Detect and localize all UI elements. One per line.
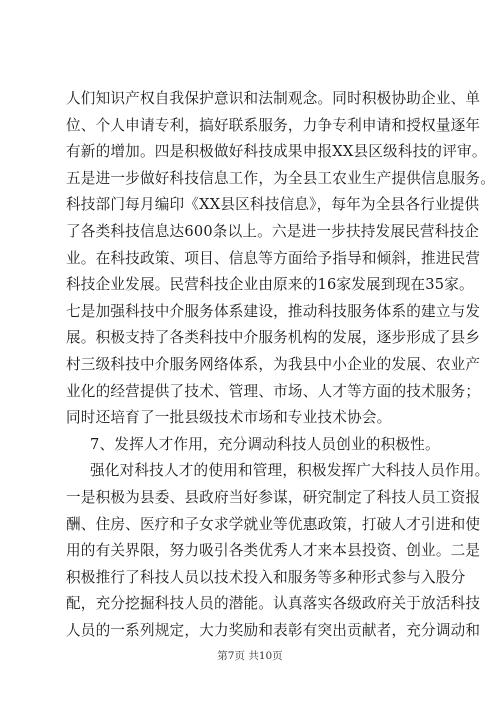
- text-line: 用的有关界限，努力吸引各类优秀人才来本县投资、创业。二是: [66, 542, 481, 560]
- text-line: 科技企业发展。民营科技企业由原来的16家发展到现在35家。: [66, 276, 474, 294]
- text-line: 配，充分挖掘科技人员的潜能。认真落实各级政府关于放活科技: [66, 595, 481, 613]
- page-number-footer: 第7页 共10页: [217, 650, 283, 662]
- text-line: 有新的增加。四是积极做好科技成果申报XX县区级科技的评审。: [66, 143, 487, 161]
- paragraph-end-line: 同时还培育了一批县级技术市场和专业技术协会。: [66, 409, 392, 427]
- text-line: 了各类科技信息达600条以上。六是进一步扶持发展民营科技企: [66, 222, 480, 240]
- text-line: 一是积极为县委、县政府当好参谋，研究制定了科技人员工资报: [66, 488, 481, 506]
- text-line: 七是加强科技中介服务体系建设，推动科技服务体系的建立与发: [66, 302, 481, 320]
- text-line: 人们知识产权自我保护意识和法制观念。同时积极协助企业、单: [66, 90, 481, 107]
- text-line: 业。在科技政策、项目、信息等方面给予指导和倾斜，推进民营: [66, 249, 481, 267]
- body-text: [66, 86, 496, 644]
- text-line: 人员的一系列规定，大力奖励和表彰有突出贡献者，充分调动和: [66, 621, 481, 639]
- text-line: 积极推行了科技人员以技术投入和服务等多种形式参与入股分: [66, 568, 466, 586]
- section-heading: 7、发挥人才作用，充分调动科技人员创业的积极性。: [90, 435, 440, 453]
- text-line: 展。积极支持了各类科技中介服务机构的发展，逐步形成了县乡: [66, 329, 481, 347]
- text-line: 酬、住房、医疗和子女求学就业等优惠政策，打破人才引进和使: [66, 515, 481, 533]
- text-line: 村三级科技中介服务网络体系，为我县中小企业的发展、农业产: [66, 355, 481, 373]
- text-line: 五是进一步做好科技信息工作，为全县工农业生产提供信息服务。: [66, 169, 496, 187]
- paragraph-first-line: 强化对科技人才的使用和管理，积极发挥广大科技人员作用。: [90, 462, 490, 480]
- text-line: 位、个人申请专利，搞好联系服务，力争专利申请和授权量逐年: [66, 116, 481, 134]
- text-line: 业化的经营提供了技术、管理、市场、人才等方面的技术服务；: [66, 382, 481, 400]
- text-line: 科技部门每月编印《XX县区科技信息》，每年为全县各行业提供: [66, 196, 480, 214]
